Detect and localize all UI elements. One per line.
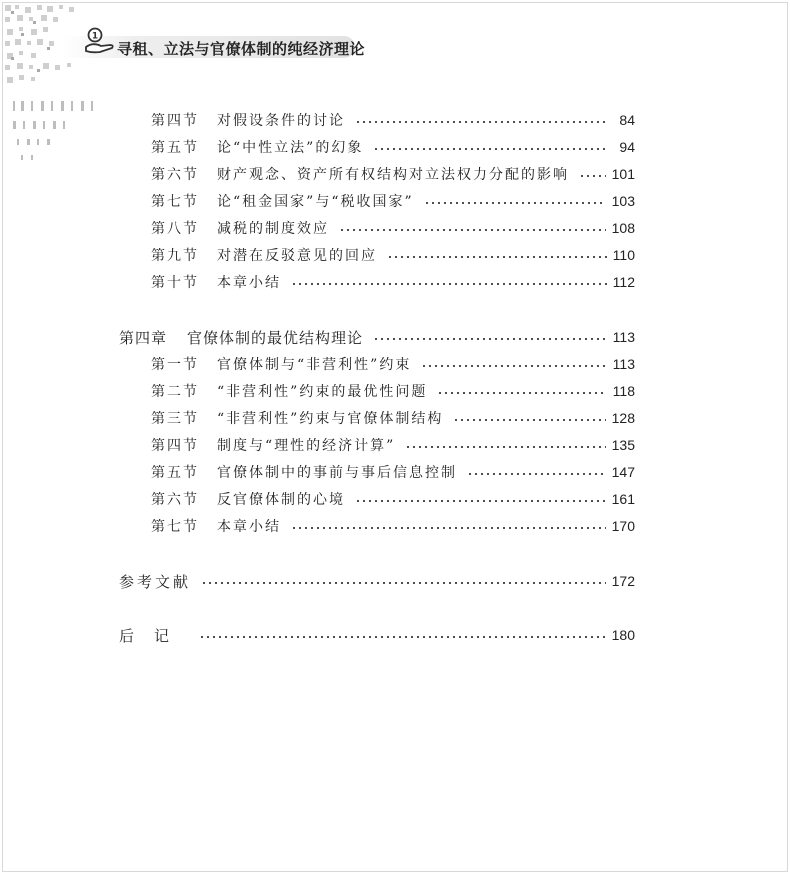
toc-chapter-entry[interactable] bbox=[119, 327, 635, 347]
page-number: 110 bbox=[612, 247, 635, 263]
page-number: 112 bbox=[612, 274, 635, 290]
section-number: 第六节 bbox=[151, 492, 199, 508]
toc-entry[interactable] bbox=[151, 191, 635, 211]
svg-text:1: 1 bbox=[91, 31, 99, 42]
page-number: 135 bbox=[611, 437, 635, 453]
book-page bbox=[2, 2, 788, 872]
section-title: 本章小结 bbox=[217, 519, 281, 535]
page-number: 172 bbox=[611, 573, 635, 589]
dot-leader bbox=[373, 148, 607, 150]
page-number: 108 bbox=[611, 220, 635, 236]
section-title: 减税的制度效应 bbox=[217, 221, 329, 237]
dot-leader bbox=[291, 283, 607, 285]
dot-leader bbox=[339, 229, 606, 231]
page-number: 113 bbox=[612, 329, 635, 345]
section-title: 制度与“理性的经济计算” bbox=[217, 438, 396, 454]
section-number: 第四节 bbox=[151, 113, 199, 129]
section-number: 第七节 bbox=[151, 194, 199, 210]
section-title: 对假设条件的讨论 bbox=[217, 113, 345, 129]
section-number: 第五节 bbox=[151, 140, 199, 156]
section-title: 财产观念、资产所有权结构对立法权力分配的影响 bbox=[217, 167, 569, 183]
section-number: 第五节 bbox=[151, 465, 199, 481]
section-title: “非营利性”约束与官僚体制结构 bbox=[217, 411, 444, 427]
dot-leader bbox=[387, 256, 607, 258]
toc-entry[interactable] bbox=[151, 137, 635, 157]
toc-entry[interactable] bbox=[151, 408, 635, 428]
toc-entry[interactable] bbox=[151, 164, 635, 184]
toc-entry[interactable] bbox=[151, 435, 635, 455]
table-of-contents bbox=[3, 3, 787, 871]
dot-leader bbox=[437, 392, 606, 394]
toc-entry[interactable] bbox=[151, 381, 635, 401]
dot-leader bbox=[405, 446, 605, 448]
page-number: 84 bbox=[619, 112, 635, 128]
toc-entry[interactable] bbox=[151, 354, 635, 374]
section-number: 第九节 bbox=[151, 248, 199, 264]
toc-entry[interactable] bbox=[151, 516, 635, 536]
dot-leader bbox=[355, 500, 606, 502]
section-title: 官僚体制中的事前与事后信息控制 bbox=[217, 465, 457, 481]
dot-leader bbox=[424, 202, 606, 204]
page-number: 118 bbox=[612, 383, 635, 399]
toc-entry[interactable] bbox=[151, 272, 635, 292]
references-title: 参考文献 bbox=[119, 572, 192, 591]
section-number: 第三节 bbox=[151, 411, 199, 427]
dot-leader bbox=[199, 636, 606, 638]
page-number: 161 bbox=[611, 491, 635, 507]
toc-entry[interactable] bbox=[151, 245, 635, 265]
section-number: 第四节 bbox=[151, 438, 199, 454]
toc-entry[interactable] bbox=[151, 462, 635, 482]
toc-entry[interactable] bbox=[151, 489, 635, 509]
dot-leader bbox=[453, 419, 605, 421]
page-number: 113 bbox=[612, 356, 635, 372]
section-title: 反官僚体制的心境 bbox=[217, 492, 345, 508]
dot-leader bbox=[201, 582, 606, 584]
section-number: 第七节 bbox=[151, 519, 199, 535]
dot-leader bbox=[579, 175, 606, 177]
dot-leader bbox=[291, 527, 606, 529]
toc-postscript-entry[interactable] bbox=[119, 625, 635, 645]
page-number: 170 bbox=[611, 518, 635, 534]
page-number: 101 bbox=[611, 166, 635, 182]
section-title: 本章小结 bbox=[217, 275, 281, 291]
toc-entry[interactable] bbox=[151, 110, 635, 130]
section-title: 对潜在反驳意见的回应 bbox=[217, 248, 377, 264]
dot-leader bbox=[467, 473, 606, 475]
dot-leader bbox=[355, 121, 607, 123]
toc-entry[interactable] bbox=[151, 218, 635, 238]
chapter-number: 第四章 bbox=[119, 328, 168, 347]
section-number: 第八节 bbox=[151, 221, 199, 237]
dot-leader bbox=[373, 338, 607, 340]
section-number: 第十节 bbox=[151, 275, 199, 291]
toc-references-entry[interactable] bbox=[119, 571, 635, 591]
postscript-title: 后记 bbox=[119, 626, 190, 645]
section-number: 第一节 bbox=[151, 357, 199, 373]
section-number: 第二节 bbox=[151, 384, 199, 400]
page-number: 180 bbox=[611, 627, 635, 643]
page-number: 103 bbox=[611, 193, 635, 209]
page-number: 128 bbox=[611, 410, 635, 426]
section-title: 官僚体制与“非营利性”约束 bbox=[217, 357, 412, 373]
page-number: 147 bbox=[611, 464, 635, 480]
section-title: 论“中性立法”的幻象 bbox=[217, 140, 364, 156]
page-number: 94 bbox=[619, 139, 635, 155]
dot-leader bbox=[421, 365, 606, 367]
book-title-header: 寻租、立法与官僚体制的纯经济理论 bbox=[117, 40, 366, 58]
section-number: 第六节 bbox=[151, 167, 199, 183]
section-title: “非营利性”约束的最优性问题 bbox=[217, 384, 428, 400]
section-title: 论“租金国家”与“税收国家” bbox=[217, 194, 414, 210]
chapter-title: 官僚体制的最优结构理论 bbox=[187, 328, 364, 347]
